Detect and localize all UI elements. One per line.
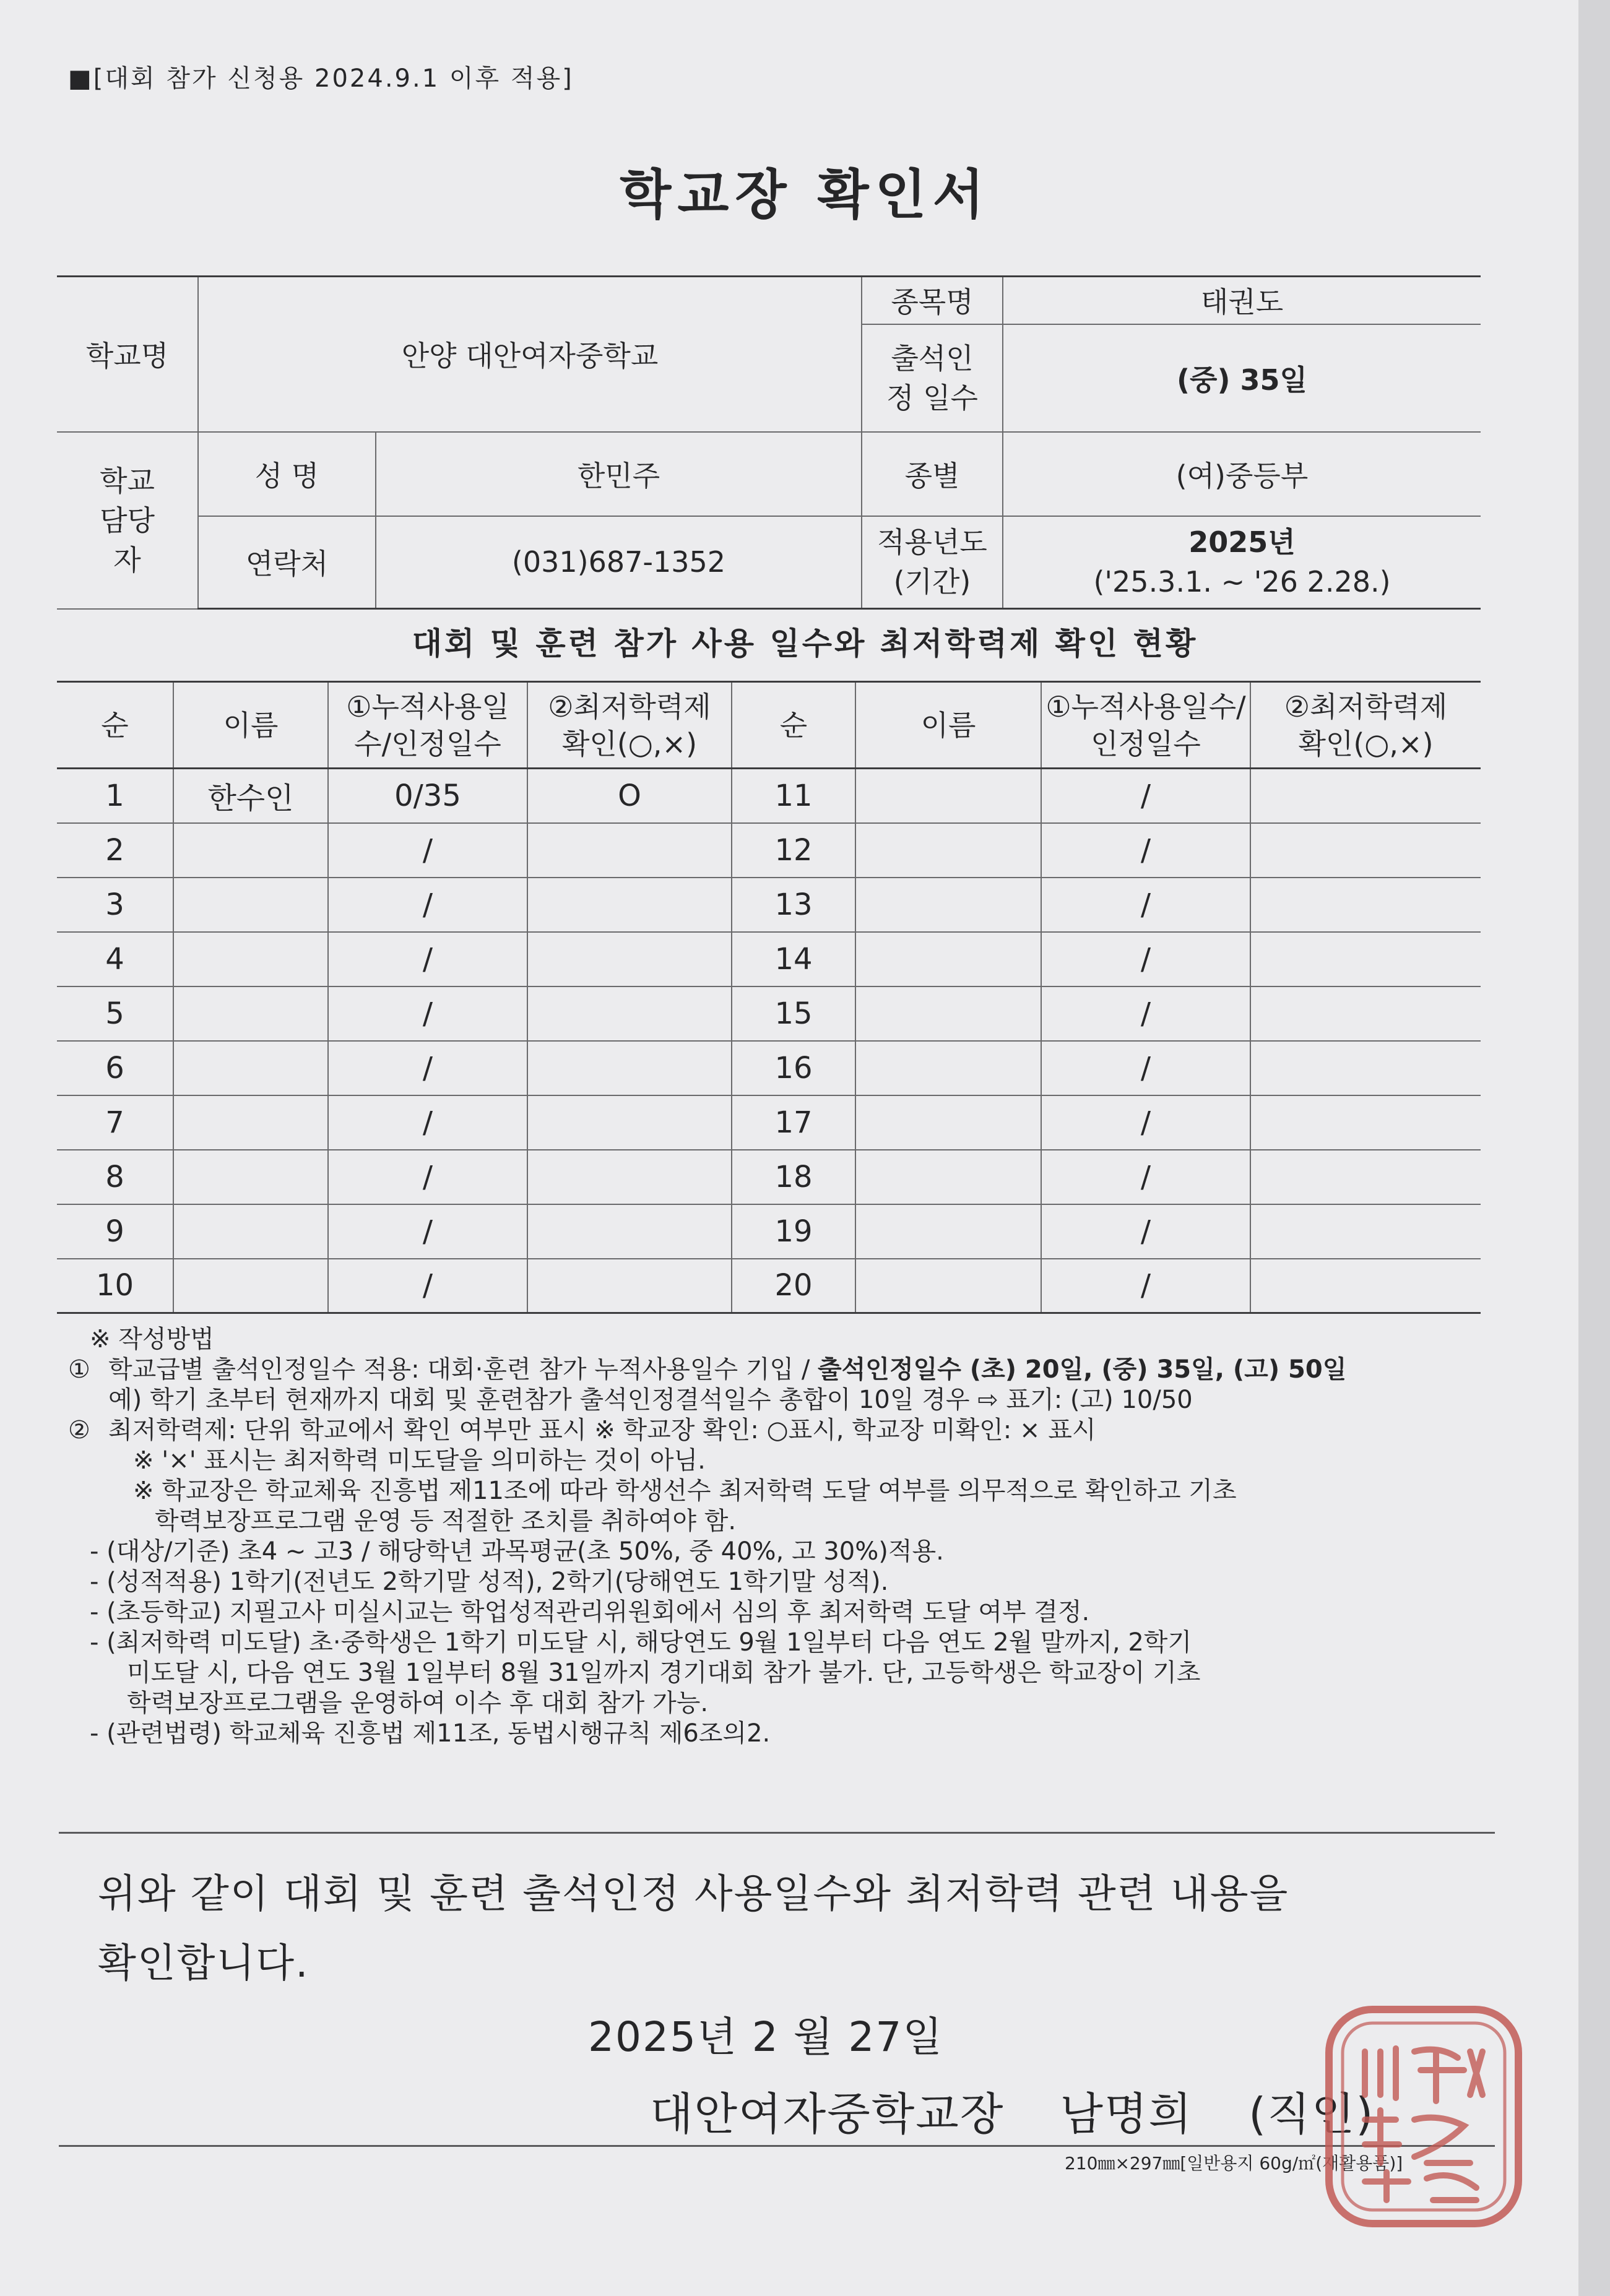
row-days: /: [328, 1041, 527, 1095]
row-check: [527, 823, 732, 878]
contact-value: (031)687-1352: [376, 516, 862, 609]
manager-label-text: 학교 담당자: [100, 464, 155, 577]
row-days: /: [328, 1150, 527, 1204]
row-name-2: [855, 986, 1041, 1041]
header-check-2-text: ②최저학력제 확인(○,×): [1284, 689, 1448, 761]
principal-signature-line: [650, 2078, 1374, 2143]
row-check-2: [1250, 1204, 1481, 1259]
table-row: [57, 823, 1481, 878]
table-row: [57, 1259, 1481, 1313]
note-1-example-line: [68, 1385, 1492, 1415]
row-days-2: /: [1041, 769, 1250, 823]
apply-value: [1003, 516, 1481, 609]
row-name-2: [855, 1150, 1041, 1204]
table-row: [57, 1041, 1481, 1095]
instructions-block: [68, 1324, 1492, 1749]
header-days-text: ①누적사용일수/인정일수: [346, 689, 509, 761]
attendance-label: [862, 324, 1003, 432]
row-days: 0/35: [328, 769, 527, 823]
note-2b: ※ '×' 표시는 최저학력 미도달을 의미하는 것이 아님.: [133, 1446, 706, 1475]
row-days-2: /: [1041, 1041, 1250, 1095]
row-check: [527, 1259, 732, 1313]
header-days-2: [1041, 682, 1250, 769]
bullet-4c: 학력보장프로그램을 운영하여 이수 후 대회 참가 가능.: [127, 1689, 709, 1717]
note-1-a: 학교급별 출석인정일수 적용: 대회·훈련 참가 누적사용일수 기입 /: [108, 1355, 818, 1384]
note-2d-line: [68, 1506, 1492, 1537]
row-no: 3: [57, 878, 173, 932]
row-name: 한수인: [173, 769, 328, 823]
bullet-5-line: [68, 1719, 1492, 1749]
official-seal-icon: [1322, 2002, 1526, 2231]
event-value: 태권도: [1003, 277, 1481, 324]
note-1-text: [108, 1355, 1346, 1385]
header-check-text: ②최저학력제 확인(○,×): [548, 689, 711, 761]
page-edge: [1578, 0, 1610, 2296]
division-label: 종별: [862, 432, 1003, 516]
row-check: [527, 986, 732, 1041]
row-days-2: /: [1041, 1204, 1250, 1259]
info-table: [57, 275, 1481, 610]
name-label: 성 명: [198, 432, 376, 516]
bullet-4b-line: [68, 1658, 1492, 1688]
principal-name: 남명희: [1060, 2088, 1193, 2140]
bullet-4: - (최저학력 미도달) 초·중학생은 1학기 미도달 시, 해당연도 9월 1일부터 다음 연도 2월 말까지, 2학기: [90, 1628, 1192, 1657]
row-no-2: 16: [732, 1041, 855, 1095]
notes-heading: ※ 작성방법: [90, 1325, 214, 1353]
row-no-2: 19: [732, 1204, 855, 1259]
note-2c: ※ 학교장은 학교체육 진흥법 제11조에 따라 학생선수 최저학력 도달 여부를 의무적으로 확인하고 기초: [133, 1477, 1237, 1505]
bullet-3: - (초등학교) 지필고사 미실시교는 학업성적관리위원회에서 심의 후 최저학력 도달 여부 결정.: [90, 1598, 1090, 1626]
row-check-2: [1250, 769, 1481, 823]
row-days: /: [328, 1204, 527, 1259]
row-check-2: [1250, 986, 1481, 1041]
row-no: 7: [57, 1095, 173, 1150]
paper-spec: 210㎜×297㎜[일반용지 60g/㎡(재활용품)]: [1065, 2153, 1403, 2173]
row-name: [173, 1041, 328, 1095]
note-1-b: 출석인정일수 (초) 20일, (중) 35일, (고) 50일: [818, 1355, 1347, 1384]
row-no-2: 15: [732, 986, 855, 1041]
note-1-example: 예) 학기 초부터 현재까지 대회 및 훈련참가 출석인정결석일수 총합이 10일 경우 ⇨ 표기: (고) 10/50: [108, 1386, 1193, 1414]
row-days-2: /: [1041, 986, 1250, 1041]
circled-one: ①: [68, 1355, 90, 1384]
row-no-2: 14: [732, 932, 855, 986]
confirmation-statement: [98, 1860, 1289, 1998]
school-value: 안양 대안여자중학교: [198, 277, 862, 432]
row-days-2: /: [1041, 823, 1250, 878]
note-2d: 학력보장프로그램 운영 등 적절한 조치를 취하여야 함.: [155, 1507, 737, 1535]
header-name-2: 이름: [855, 682, 1041, 769]
participant-table: [57, 681, 1481, 1314]
row-no: 5: [57, 986, 173, 1041]
apply-year: 2025년: [1188, 525, 1296, 559]
row-days: /: [328, 986, 527, 1041]
row-no: 8: [57, 1150, 173, 1204]
row-days-2: /: [1041, 1259, 1250, 1313]
row-check: [527, 878, 732, 932]
row-check-2: [1250, 1041, 1481, 1095]
table-row: [57, 769, 1481, 823]
row-no-2: 13: [732, 878, 855, 932]
row-no-2: 18: [732, 1150, 855, 1204]
header-check-2: [1250, 682, 1481, 769]
confirmation-line-1: 위와 같이 대회 및 훈련 출석인정 사용일수와 최저학력 관련 내용을: [98, 1871, 1289, 1917]
header-days-2-text: ①누적사용일수/인정일수: [1045, 689, 1246, 761]
row-days-2: /: [1041, 1095, 1250, 1150]
table-row: [57, 1095, 1481, 1150]
row-name: [173, 1150, 328, 1204]
table-row: [57, 1204, 1481, 1259]
confirmation-line-2: 확인합니다.: [98, 1941, 309, 1987]
row-check-2: [1250, 823, 1481, 878]
row-no-2: 11: [732, 769, 855, 823]
row-days-2: /: [1041, 1150, 1250, 1204]
bullet-2-line: [68, 1567, 1492, 1597]
row-no: 4: [57, 932, 173, 986]
apply-label: [862, 516, 1003, 609]
row-no-2: 17: [732, 1095, 855, 1150]
table-row: [57, 878, 1481, 932]
manager-label: [57, 432, 198, 609]
name-value: 한민주: [376, 432, 862, 516]
bullet-4c-line: [68, 1688, 1492, 1719]
bullet-3-line: [68, 1597, 1492, 1628]
row-name: [173, 986, 328, 1041]
row-check: [527, 1150, 732, 1204]
row-days: /: [328, 878, 527, 932]
bullet-5: - (관련법령) 학교체육 진흥법 제11조, 동법시행규칙 제6조의2.: [90, 1719, 771, 1748]
bullet-4b: 미도달 시, 다음 연도 3월 1일부터 8월 31일까지 경기대회 참가 불가. 단, 고등학생은 학교장이 기초: [127, 1659, 1201, 1687]
circled-two: ②: [68, 1416, 90, 1444]
contact-label: 연락처: [198, 516, 376, 609]
row-name: [173, 1204, 328, 1259]
bullet-1-line: [68, 1537, 1492, 1567]
bullet-2: - (성적적용) 1학기(전년도 2학기말 성적), 2학기(당해연도 1학기말 성적).: [90, 1568, 889, 1596]
row-check: O: [527, 769, 732, 823]
row-check-2: [1250, 1259, 1481, 1313]
apply-period: ('25.3.1. ~ '26 2.28.): [1093, 565, 1391, 599]
bullet-4-line: [68, 1628, 1492, 1658]
row-check: [527, 1204, 732, 1259]
row-check: [527, 1095, 732, 1150]
row-check: [527, 932, 732, 986]
header-days: [328, 682, 527, 769]
divider-top: [59, 1832, 1495, 1834]
note-1-line: [68, 1355, 1492, 1385]
apply-label-text: 적용년도 (기간): [877, 525, 987, 599]
attendance-label-text: 출석인정 일수: [886, 341, 978, 415]
table-row: [57, 986, 1481, 1041]
divider-bottom: [59, 2145, 1495, 2147]
row-name-2: [855, 1095, 1041, 1150]
note-2-text: 최저학력제: 단위 학교에서 확인 여부만 표시 ※ 학교장 확인: ○표시, 학교장 미확인: × 표시: [108, 1416, 1096, 1444]
note-2c-line: [68, 1476, 1492, 1506]
header-no-2: 순: [732, 682, 855, 769]
attendance-value: (중) 35일: [1003, 324, 1481, 432]
row-check-2: [1250, 932, 1481, 986]
header-name: 이름: [173, 682, 328, 769]
table-row: [57, 932, 1481, 986]
row-days-2: /: [1041, 932, 1250, 986]
notes-heading-line: [68, 1324, 1492, 1355]
row-days-2: /: [1041, 878, 1250, 932]
bullet-1: - (대상/기준) 초4 ~ 고3 / 해당학년 과목평균(초 50%, 중 40%, 고 30%)적용.: [90, 1537, 944, 1566]
row-name-2: [855, 823, 1041, 878]
division-value: (여)중등부: [1003, 432, 1481, 516]
note-2-line: [68, 1415, 1492, 1446]
row-name-2: [855, 1259, 1041, 1313]
row-days: /: [328, 1095, 527, 1150]
row-name-2: [855, 932, 1041, 986]
document-title: 학교장 확인서: [620, 164, 990, 226]
row-no-2: 12: [732, 823, 855, 878]
row-days: /: [328, 932, 527, 986]
principal-title: 대안여자중학교장: [650, 2088, 1005, 2140]
header-check: [527, 682, 732, 769]
row-no-2: 20: [732, 1259, 855, 1313]
row-no: 9: [57, 1204, 173, 1259]
issue-date: 2025년 2 월 27일: [588, 2013, 944, 2061]
event-label: 종목명: [862, 277, 1003, 324]
row-name: [173, 878, 328, 932]
note-2b-line: [68, 1446, 1492, 1476]
row-no: 2: [57, 823, 173, 878]
row-name-2: [855, 1041, 1041, 1095]
row-days: /: [328, 823, 527, 878]
row-check: [527, 1041, 732, 1095]
school-label: 학교명: [57, 277, 198, 432]
row-check-2: [1250, 878, 1481, 932]
table-row: [57, 1150, 1481, 1204]
row-check-2: [1250, 1150, 1481, 1204]
row-name-2: [855, 1204, 1041, 1259]
row-name: [173, 932, 328, 986]
row-name: [173, 823, 328, 878]
row-check-2: [1250, 1095, 1481, 1150]
row-name: [173, 1095, 328, 1150]
row-name-2: [855, 878, 1041, 932]
row-no: 10: [57, 1259, 173, 1313]
status-subtitle: 대회 및 훈련 참가 사용 일수와 최저학력제 확인 현황: [412, 626, 1198, 662]
row-no: 1: [57, 769, 173, 823]
row-no: 6: [57, 1041, 173, 1095]
header-no: 순: [57, 682, 173, 769]
row-days: /: [328, 1259, 527, 1313]
row-name: [173, 1259, 328, 1313]
header-note: ■[대회 참가 신청용 2024.9.1 이후 적용]: [68, 64, 574, 93]
row-name-2: [855, 769, 1041, 823]
seal-mark: (직인): [1249, 2088, 1375, 2140]
